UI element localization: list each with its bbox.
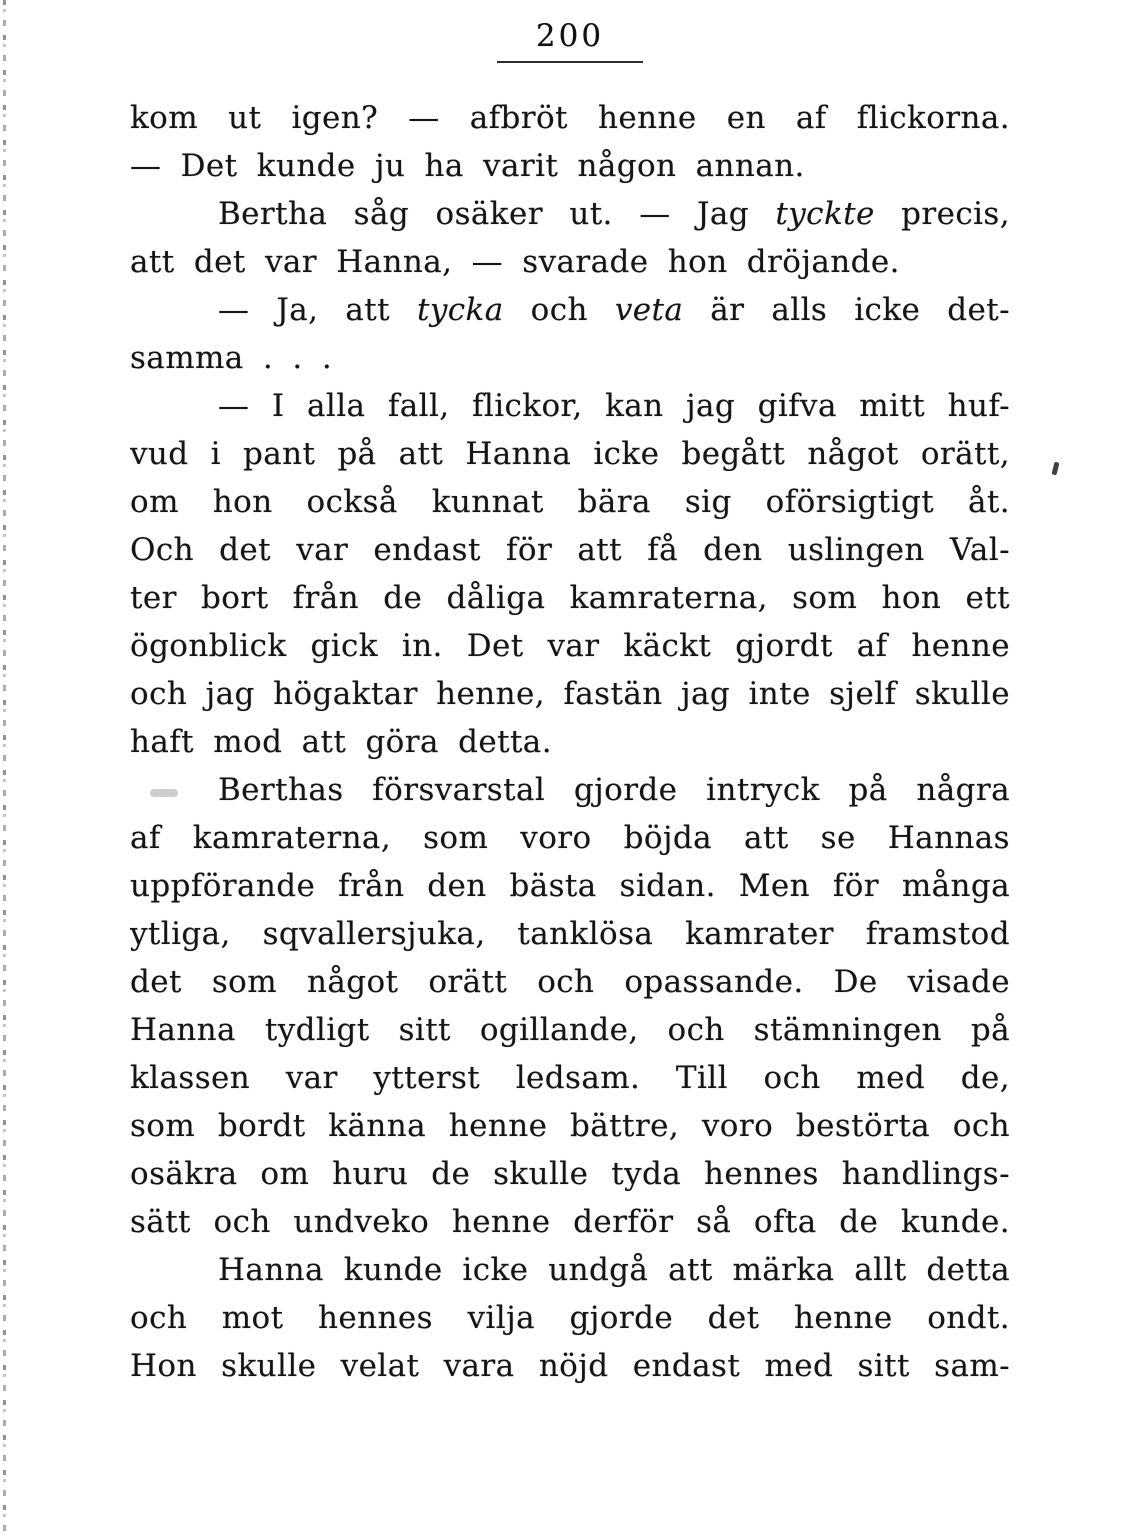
text-line xyxy=(130,1006,1010,1054)
text-segment: osäkra om huru de skulle tyda hennes handlings- xyxy=(130,1156,1010,1192)
text-segment: det som något orätt och opassande. De visade xyxy=(130,964,1010,1000)
text-line xyxy=(130,1102,1010,1150)
text-line xyxy=(130,862,1010,910)
text-line xyxy=(130,670,1010,718)
text-line xyxy=(130,622,1010,670)
text-segment: klassen var ytterst ledsam. Till och med de, xyxy=(130,1060,1010,1096)
text-line xyxy=(130,142,1010,190)
text-segment: Hon skulle velat vara nöjd endast med sitt sam- xyxy=(130,1348,1010,1384)
text-segment: sätt och undveko henne derför så ofta de kunde. xyxy=(130,1204,1010,1240)
text-segment: samma . . . xyxy=(130,340,333,376)
text-line xyxy=(130,1198,1010,1246)
text-segment: att det var Hanna, — svarade hon dröjande. xyxy=(130,244,900,280)
text-line xyxy=(130,286,1010,334)
italic-text-segment: tyckte xyxy=(775,196,875,232)
text-segment: — Ja, att xyxy=(218,292,418,328)
page-number: 200 xyxy=(535,18,605,54)
text-segment: och mot hennes vilja gjorde det henne ondt. xyxy=(130,1300,1010,1336)
text-segment: precis, xyxy=(874,196,1010,232)
text-line xyxy=(130,910,1010,958)
text-line xyxy=(130,430,1010,478)
text-segment: Hanna kunde icke undgå att märka allt detta xyxy=(218,1252,1010,1288)
page-header xyxy=(130,18,1010,63)
text-segment: och jag högaktar henne, fastän jag inte sjelf skulle xyxy=(130,676,1010,712)
text-line xyxy=(130,1054,1010,1102)
page-number-rule xyxy=(497,61,643,63)
text-segment: — Det kunde ju ha varit någon annan. xyxy=(130,148,805,184)
text-line xyxy=(130,94,1010,142)
ink-speck xyxy=(150,789,178,797)
text-segment: är alls icke det- xyxy=(683,292,1010,328)
text-line xyxy=(130,718,1010,766)
text-block xyxy=(130,94,1010,1390)
text-line xyxy=(130,958,1010,1006)
text-segment: och xyxy=(503,292,615,328)
text-line xyxy=(130,1246,1010,1294)
text-line xyxy=(130,766,1010,814)
text-line xyxy=(130,238,1010,286)
text-line xyxy=(130,190,1010,238)
text-line xyxy=(130,382,1010,430)
text-segment: uppförande från den bästa sidan. Men för många xyxy=(130,868,1010,904)
text-segment: ytliga, sqvallersjuka, tanklösa kamrater framstod xyxy=(130,916,1010,952)
text-segment: af kamraterna, som voro böjda att se Hannas xyxy=(130,820,1010,856)
text-segment: ögonblick gick in. Det var käckt gjordt af henne xyxy=(130,628,1010,664)
italic-text-segment: tycka xyxy=(417,292,504,328)
text-segment: Och det var endast för att få den uslingen Val- xyxy=(130,532,1010,568)
ink-speck xyxy=(1052,462,1060,476)
text-segment: som bordt känna henne bättre, voro bestörta och xyxy=(130,1108,1010,1144)
text-segment: om hon också kunnat bära sig oförsigtigt åt. xyxy=(130,484,1010,520)
text-segment: Bertha såg osäker ut. — Jag xyxy=(218,196,776,232)
text-line xyxy=(130,574,1010,622)
text-segment: kom ut igen? — afbröt henne en af flickorna. xyxy=(130,100,1010,136)
text-segment: haft mod att göra detta. xyxy=(130,724,552,760)
italic-text-segment: veta xyxy=(614,292,684,328)
text-line xyxy=(130,334,1010,382)
text-segment: — I alla fall, flickor, kan jag gifva mitt huf- xyxy=(218,388,1010,424)
text-line xyxy=(130,814,1010,862)
text-line xyxy=(130,1150,1010,1198)
text-segment: Berthas försvarstal gjorde intryck på några xyxy=(218,772,1010,808)
text-line xyxy=(130,478,1010,526)
text-segment: ter bort från de dåliga kamraterna, som hon ett xyxy=(130,580,1010,616)
text-segment: Hanna tydligt sitt ogillande, och stämningen på xyxy=(130,1012,1010,1048)
text-line xyxy=(130,1342,1010,1390)
text-line xyxy=(130,1294,1010,1342)
text-segment: vud i pant på att Hanna icke begått något orätt, xyxy=(130,436,1010,472)
scan-edge-artifact xyxy=(3,0,6,1536)
text-line xyxy=(130,526,1010,574)
